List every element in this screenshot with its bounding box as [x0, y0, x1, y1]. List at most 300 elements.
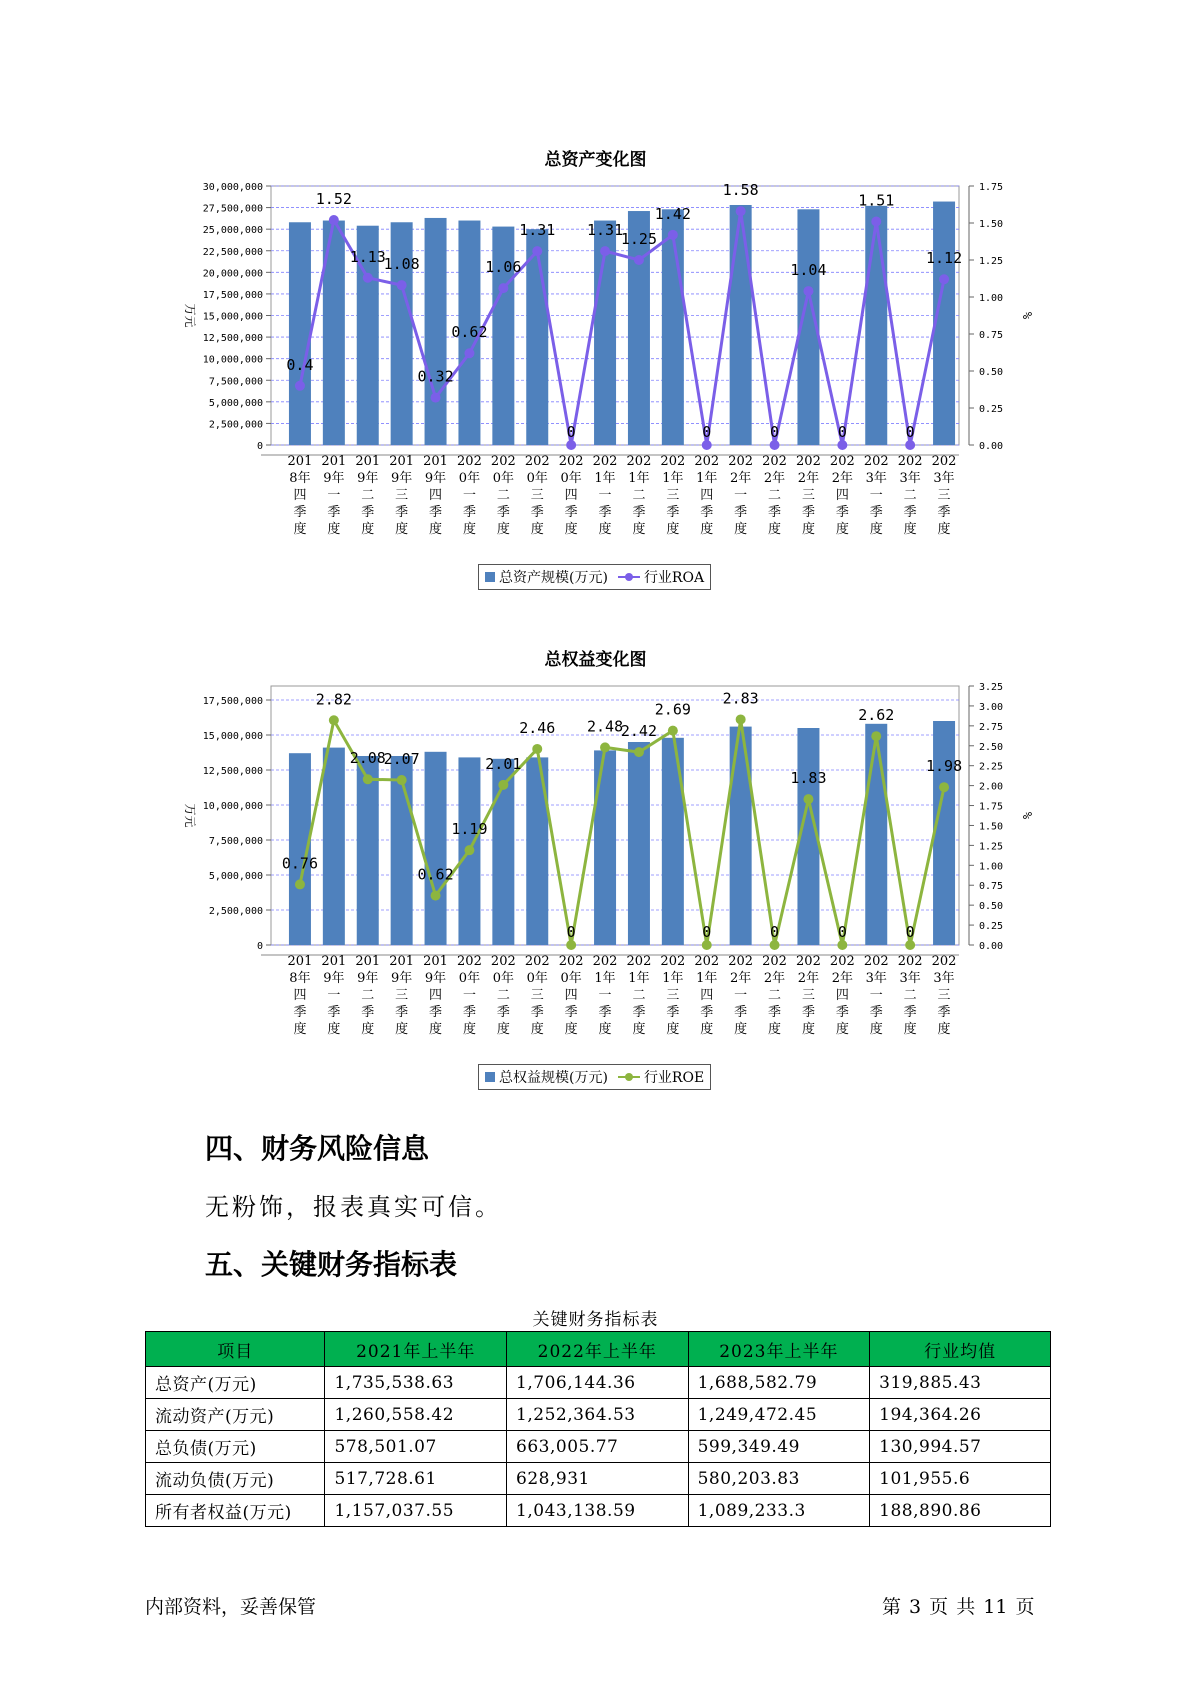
- category-label-line: 四: [835, 988, 849, 1003]
- left-tick-label: 2,500,000: [208, 906, 263, 917]
- category-label-line: 季: [632, 505, 646, 520]
- data-label: 0: [770, 923, 780, 941]
- category-label-line: 2年: [730, 471, 752, 486]
- category-label-line: 9年: [424, 971, 447, 986]
- category-label-line: 季: [429, 1005, 443, 1020]
- data-label: 1.04: [790, 261, 827, 280]
- right-tick-label: 1.00: [979, 861, 1004, 873]
- bar: [323, 748, 345, 945]
- category-label-line: 1年: [696, 971, 718, 986]
- category-label-line: 季: [734, 505, 748, 520]
- category-label-line: 0年: [492, 471, 514, 486]
- category-label-line: 季: [327, 1005, 341, 1020]
- right-tick-label: 1.75: [979, 801, 1004, 813]
- category-label-line: 202: [897, 454, 923, 469]
- category-label-line: 三: [530, 988, 544, 1003]
- table-cell: 599,349.49: [688, 1431, 870, 1463]
- category-label-line: 3年: [899, 971, 921, 986]
- right-tick-label: 2.75: [979, 721, 1004, 733]
- right-tick-label: 3.00: [979, 701, 1004, 713]
- category-label-line: 度: [462, 522, 476, 537]
- data-label: 1.98: [925, 757, 963, 776]
- category-label: [355, 954, 380, 1037]
- point: [464, 845, 474, 855]
- point: [837, 940, 847, 950]
- category-label-line: 2年: [730, 971, 752, 986]
- category-label-line: 一: [327, 488, 341, 503]
- right-axis-title: %: [1020, 311, 1034, 320]
- data-label: 1.31: [519, 221, 556, 240]
- category-label: [288, 954, 313, 1037]
- category-label: [728, 954, 753, 1037]
- bar: [628, 742, 650, 945]
- category-label-line: 2年: [797, 471, 820, 486]
- category-label-line: 201: [355, 454, 381, 469]
- table-cell: 578,501.07: [325, 1431, 507, 1463]
- category-label-line: 2年: [763, 471, 786, 486]
- category-label-line: 二: [768, 988, 782, 1003]
- point: [668, 726, 678, 736]
- data-label: 2.42: [620, 722, 658, 741]
- table-cell: 580,203.83: [688, 1463, 870, 1495]
- right-tick-label: 0.50: [979, 367, 1004, 378]
- category-label-line: 0年: [526, 971, 548, 986]
- category-label-line: 度: [700, 1022, 714, 1037]
- data-label: 1.19: [451, 820, 488, 839]
- data-label: 2.07: [383, 750, 420, 769]
- category-label-line: 0年: [458, 471, 481, 486]
- category-label-line: 四: [429, 488, 443, 503]
- bar: [933, 721, 955, 945]
- left-tick-label: 27,500,000: [202, 203, 263, 215]
- category-label-line: 季: [293, 505, 307, 520]
- data-label: 1.08: [383, 255, 420, 274]
- data-label: 2.82: [315, 690, 352, 709]
- category-label-line: 度: [734, 522, 748, 537]
- category-label-line: 202: [660, 954, 686, 969]
- category-label-line: 3年: [933, 471, 955, 486]
- category-label-line: 三: [801, 988, 815, 1003]
- right-tick-label: 1.25: [979, 841, 1004, 853]
- category-label-line: 三: [530, 488, 544, 503]
- left-tick-label: 7,500,000: [208, 836, 263, 847]
- category-label-line: 度: [361, 1022, 375, 1037]
- category-label-line: 度: [937, 522, 951, 537]
- data-label: 1.83: [790, 769, 827, 788]
- category-label-line: 度: [598, 522, 612, 537]
- right-tick-label: 0.00: [979, 941, 1004, 952]
- table-cell: 1,260,558.42: [325, 1399, 507, 1431]
- category-label-line: 二: [361, 488, 375, 503]
- category-label-line: 9年: [357, 971, 379, 986]
- category-label-line: 3年: [899, 471, 921, 486]
- category-label: [627, 954, 652, 1037]
- point: [634, 747, 644, 757]
- category-label-line: 度: [768, 522, 782, 537]
- table-cell: 1,735,538.63: [325, 1367, 507, 1399]
- category-label: [830, 954, 855, 1037]
- category-label-line: 一: [869, 988, 883, 1003]
- table-caption: 关键财务指标表: [532, 1310, 659, 1330]
- point: [736, 714, 746, 724]
- right-tick-label: 2.25: [979, 761, 1004, 773]
- category-label-line: 202: [524, 454, 550, 469]
- left-axis-title: 万元: [183, 303, 197, 328]
- category-label-line: 度: [564, 1022, 578, 1037]
- category-label-line: 度: [530, 1022, 544, 1037]
- category-label-line: 一: [869, 488, 883, 503]
- footer-page-number: 第 3 页 共 11 页: [882, 1596, 1035, 1618]
- category-label-line: 季: [768, 505, 782, 520]
- data-label: 1.06: [485, 258, 522, 277]
- data-label: 1.42: [654, 204, 691, 223]
- category-label-line: 一: [598, 988, 612, 1003]
- category-label-line: 202: [863, 454, 889, 469]
- data-label: 0: [566, 423, 576, 441]
- category-label-line: 季: [598, 505, 612, 520]
- data-label: 0.62: [451, 323, 488, 342]
- category-label-line: 201: [321, 954, 347, 969]
- table-row: [146, 1431, 1051, 1463]
- data-label: 2.46: [519, 718, 556, 737]
- category-label-line: 202: [558, 454, 584, 469]
- category-label-line: 202: [592, 454, 618, 469]
- category-label-line: 二: [632, 988, 646, 1003]
- category-label-line: 度: [395, 1022, 409, 1037]
- table-row: [146, 1399, 1051, 1431]
- category-label-line: 9年: [391, 471, 413, 486]
- category-label-line: 季: [564, 1005, 578, 1020]
- category-label-line: 202: [829, 954, 855, 969]
- category-label: [389, 954, 414, 1037]
- left-tick-label: 5,000,000: [208, 397, 263, 409]
- right-tick-label: 2.00: [979, 781, 1004, 793]
- category-label-line: 2年: [831, 971, 853, 986]
- category-label-line: 季: [869, 505, 883, 520]
- data-label: 2.48: [586, 717, 624, 736]
- category-label-line: 202: [694, 954, 720, 969]
- data-label: 0: [837, 423, 847, 441]
- category-label: [321, 954, 346, 1037]
- data-label: 0: [702, 423, 712, 441]
- category-label-line: 季: [632, 1005, 646, 1020]
- table-header-cell: 2021年上半年: [325, 1332, 507, 1367]
- category-label-line: 二: [496, 988, 510, 1003]
- point: [600, 742, 610, 752]
- category-label-line: 四: [293, 988, 307, 1003]
- category-label-line: 三: [666, 488, 680, 503]
- category-label-line: 202: [829, 454, 855, 469]
- right-tick-label: 0.25: [979, 921, 1004, 933]
- category-label: [762, 954, 787, 1037]
- left-tick-label: 17,500,000: [202, 696, 263, 707]
- data-label: 1.12: [925, 249, 963, 268]
- table-cell: 130,994.57: [870, 1431, 1051, 1463]
- left-tick-label: 15,000,000: [202, 731, 263, 742]
- category-label-line: 度: [361, 522, 375, 537]
- right-tick-label: 0.50: [979, 901, 1004, 913]
- category-label: [898, 954, 923, 1037]
- category-label-line: 三: [666, 988, 680, 1003]
- left-axis-title: 万元: [183, 803, 197, 828]
- data-label: 0: [566, 923, 576, 941]
- bar-swatch-icon: [485, 1072, 495, 1082]
- category-label-line: 季: [937, 1005, 951, 1020]
- category-label-line: 9年: [323, 471, 345, 486]
- legend-label-roa: 行业ROA: [643, 570, 705, 586]
- right-tick-label: 1.50: [979, 821, 1004, 833]
- category-label-line: 度: [496, 522, 510, 537]
- category-label-line: 二: [768, 488, 782, 503]
- category-label-line: 度: [395, 522, 409, 537]
- legend-label-roe: 行业ROE: [643, 1070, 705, 1086]
- table-cell: 1,089,233.3: [688, 1495, 870, 1527]
- table-cell: 流动负债(万元): [146, 1463, 325, 1495]
- category-label-line: 季: [700, 505, 714, 520]
- category-label-line: 202: [558, 954, 584, 969]
- table-cell: 1,706,144.36: [507, 1367, 689, 1399]
- point: [295, 879, 305, 889]
- category-label-line: 三: [395, 988, 409, 1003]
- point: [905, 940, 915, 950]
- category-label-line: 季: [869, 1005, 883, 1020]
- point: [566, 940, 576, 950]
- bar: [357, 756, 379, 945]
- category-label-line: 四: [835, 488, 849, 503]
- left-tick-label: 25,000,000: [202, 225, 263, 237]
- category-label: [796, 954, 821, 1037]
- category-label-line: 季: [327, 505, 341, 520]
- point: [803, 794, 813, 804]
- category-label-line: 季: [903, 1005, 917, 1020]
- category-label-line: 201: [321, 454, 347, 469]
- left-tick-label: 30,000,000: [202, 182, 263, 193]
- data-label: 1.13: [349, 247, 386, 266]
- kpi-heading: 五、关键财务指标表: [205, 1248, 458, 1281]
- point: [431, 891, 441, 901]
- table-header-cell: 行业均值: [870, 1332, 1051, 1367]
- category-label-line: 202: [762, 954, 787, 969]
- table-header-cell: 项目: [146, 1332, 325, 1367]
- category-label-line: 四: [700, 988, 714, 1003]
- category-label-line: 度: [801, 522, 815, 537]
- risk-text: 无粉饰，报表真实可信。: [205, 1193, 502, 1221]
- category-label-line: 202: [694, 454, 720, 469]
- left-tick-label: 10,000,000: [202, 801, 263, 812]
- category-label-line: 1年: [662, 471, 684, 486]
- legend-label-equity: 总权益规模(万元): [499, 1070, 608, 1086]
- category-label-line: 度: [293, 522, 307, 537]
- point: [498, 780, 508, 790]
- category-label-line: 一: [734, 988, 748, 1003]
- category-label-line: 四: [564, 488, 578, 503]
- category-label-line: 度: [666, 522, 680, 537]
- category-label-line: 二: [496, 488, 510, 503]
- category-label-line: 202: [796, 454, 821, 469]
- left-tick-label: 20,000,000: [202, 268, 263, 280]
- category-label-line: 季: [361, 1005, 375, 1020]
- category-label-line: 202: [660, 454, 686, 469]
- category-label-line: 一: [462, 988, 476, 1003]
- data-label: 2.08: [349, 749, 386, 768]
- point: [702, 940, 712, 950]
- left-tick-label: 2,500,000: [208, 419, 263, 431]
- left-tick-label: 15,000,000: [202, 311, 263, 323]
- category-label-line: 季: [835, 1005, 849, 1020]
- data-label: 1.58: [722, 181, 759, 200]
- category-label-line: 201: [389, 454, 415, 469]
- category-label-line: 1年: [662, 971, 684, 986]
- table-cell: 流动资产(万元): [146, 1399, 325, 1431]
- category-label: [491, 954, 516, 1037]
- category-label-line: 201: [355, 954, 381, 969]
- category-label-line: 三: [395, 488, 409, 503]
- category-label-line: 9年: [323, 971, 345, 986]
- category-label-line: 9年: [357, 471, 379, 486]
- category-label-line: 202: [931, 454, 957, 469]
- table-cell: 1,252,364.53: [507, 1399, 689, 1431]
- category-label-line: 202: [863, 954, 889, 969]
- table-cell: 1,688,582.79: [688, 1367, 870, 1399]
- line-swatch-icon: [618, 1072, 640, 1082]
- category-label-line: 季: [903, 505, 917, 520]
- point: [532, 744, 542, 754]
- category-label-line: 201: [389, 954, 415, 969]
- category-label-line: 三: [801, 488, 815, 503]
- category-label-line: 季: [496, 1005, 510, 1020]
- table-cell: 总负债(万元): [146, 1431, 325, 1463]
- data-label: 0: [905, 923, 915, 941]
- data-label: 2.83: [722, 689, 759, 708]
- category-label-line: 一: [462, 488, 476, 503]
- category-label-line: 度: [835, 522, 849, 537]
- data-label: 0: [770, 423, 780, 441]
- category-label-line: 2年: [831, 471, 853, 486]
- category-label-line: 202: [931, 954, 957, 969]
- category-label-line: 季: [429, 505, 443, 520]
- category-label-line: 季: [768, 1005, 782, 1020]
- category-label-line: 度: [903, 1022, 917, 1037]
- category-label: [864, 954, 889, 1037]
- category-label: [694, 954, 719, 1037]
- category-label-line: 度: [700, 522, 714, 537]
- category-label-line: 1年: [696, 471, 718, 486]
- category-label: [457, 954, 482, 1037]
- category-label-line: 季: [293, 1005, 307, 1020]
- table-cell: 188,890.86: [870, 1495, 1051, 1527]
- right-tick-label: 3.25: [979, 682, 1004, 693]
- category-label-line: 9年: [424, 471, 447, 486]
- category-label-line: 201: [423, 454, 448, 469]
- footer-confidential: 内部资料，妥善保管: [145, 1596, 317, 1618]
- category-label-line: 度: [429, 1022, 443, 1037]
- category-label-line: 度: [530, 522, 544, 537]
- chart-title-equity: 总权益变化图: [544, 650, 647, 670]
- category-label-line: 3年: [933, 971, 955, 986]
- category-label-line: 季: [564, 505, 578, 520]
- category-label-line: 度: [429, 522, 443, 537]
- category-label-line: 度: [869, 522, 883, 537]
- right-tick-label: 0.75: [979, 881, 1004, 893]
- point: [397, 775, 407, 785]
- chart-title-assets: 总资产变化图: [544, 150, 647, 170]
- data-label: 0: [837, 923, 847, 941]
- point: [770, 940, 780, 950]
- category-label-line: 季: [598, 1005, 612, 1020]
- table-cell: 517,728.61: [325, 1463, 507, 1495]
- category-label-line: 201: [423, 954, 448, 969]
- category-label-line: 三: [937, 488, 951, 503]
- bar: [425, 752, 447, 945]
- category-label-line: 202: [592, 954, 618, 969]
- data-label: 1.25: [620, 230, 658, 248]
- data-label: 1.51: [858, 191, 895, 210]
- point: [363, 774, 373, 784]
- table-cell: 1,249,472.45: [688, 1399, 870, 1431]
- category-label-line: 二: [632, 488, 646, 503]
- equity-chart-legend: [478, 1064, 711, 1090]
- right-tick-label: 0.00: [979, 441, 1004, 452]
- category-label-line: 度: [869, 1022, 883, 1037]
- kpi-table: [145, 1331, 1051, 1527]
- category-label-line: 季: [801, 1005, 815, 1020]
- category-label-line: 四: [564, 988, 578, 1003]
- category-label-line: 8年: [289, 971, 311, 986]
- category-label: [525, 954, 550, 1037]
- category-label-line: 0年: [492, 971, 514, 986]
- data-label: 0.62: [417, 865, 454, 884]
- category-label-line: 季: [395, 505, 409, 520]
- category-label-line: 季: [700, 1005, 714, 1020]
- category-label: [660, 954, 685, 1037]
- category-label-line: 季: [734, 1005, 748, 1020]
- table-cell: 所有者权益(万元): [146, 1495, 325, 1527]
- category-label-line: 202: [457, 954, 482, 969]
- data-label: 0.76: [281, 854, 319, 873]
- data-label: 2.62: [858, 706, 895, 725]
- category-label-line: 0年: [526, 471, 548, 486]
- category-label-line: 季: [530, 1005, 544, 1020]
- data-label: 2.69: [654, 700, 691, 719]
- category-label-line: 201: [287, 454, 313, 469]
- legend-label-assets: 总资产规模(万元): [499, 570, 608, 586]
- category-label-line: 度: [903, 522, 917, 537]
- category-label-line: 202: [626, 954, 652, 969]
- left-tick-label: 12,500,000: [202, 766, 263, 777]
- category-label-line: 201: [287, 954, 313, 969]
- data-label: 0: [702, 923, 712, 941]
- category-label-line: 二: [903, 488, 917, 503]
- category-label-line: 季: [666, 1005, 680, 1020]
- risk-heading: 四、财务风险信息: [205, 1132, 430, 1165]
- category-label-line: 202: [762, 454, 787, 469]
- table-header-cell: 2023年上半年: [688, 1332, 870, 1367]
- category-label-line: 季: [835, 505, 849, 520]
- category-label-line: 度: [327, 1022, 341, 1037]
- category-label-line: 度: [598, 1022, 612, 1037]
- table-cell: 101,955.6: [870, 1463, 1051, 1495]
- category-label-line: 1年: [594, 471, 616, 486]
- category-label-line: 202: [728, 954, 754, 969]
- category-label-line: 202: [728, 454, 754, 469]
- category-label-line: 202: [796, 954, 821, 969]
- category-label-line: 0年: [560, 471, 582, 486]
- category-label-line: 季: [462, 1005, 476, 1020]
- category-label-line: 度: [462, 1022, 476, 1037]
- left-tick-label: 12,500,000: [202, 333, 263, 345]
- bar: [594, 750, 616, 945]
- category-label-line: 202: [524, 954, 550, 969]
